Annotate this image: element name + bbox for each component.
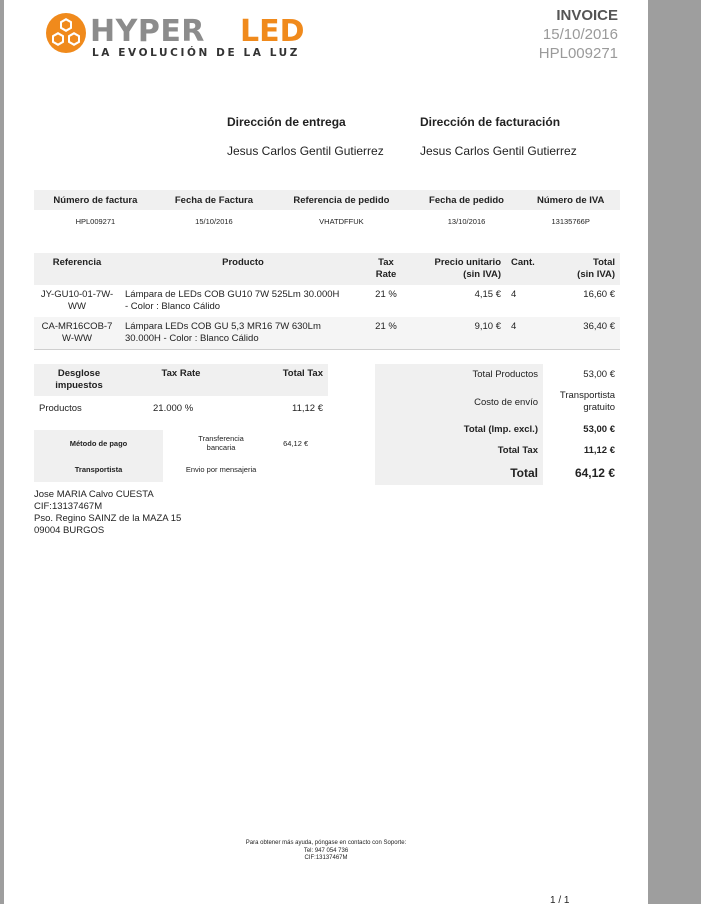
header-vat-number: Número de IVA: [521, 190, 620, 210]
item-total: 16,60 €: [583, 289, 615, 300]
invoice-date: 15/10/2016: [542, 26, 618, 43]
shipping-cost-value: Transportista gratuito: [559, 390, 615, 413]
item-unit-price: 9,10 €: [406, 317, 506, 350]
page-number: 1 / 1: [550, 895, 570, 904]
footer-phone: Tel: 947 054 736: [303, 847, 349, 854]
item-total: 36,40 €: [550, 317, 620, 350]
item-tax-rate: 21 %: [375, 289, 397, 300]
payment-method-value: Transferencia bancaria: [198, 434, 244, 452]
header-order-date: Fecha de pedido: [412, 190, 522, 210]
header-tax-rate-breakdown: Tax Rate: [124, 364, 238, 396]
header-product: Producto: [120, 253, 366, 285]
customer-name: Jose MARIA Calvo CUESTA: [34, 489, 154, 500]
customer-cif: CIF:13137467M: [34, 501, 103, 512]
item-product: Lámpara de LEDs COB GU10 7W 525Lm 30.000H - Color : Blanco Cálido: [125, 289, 340, 312]
tax-row-rate: 21.000 %: [153, 402, 194, 414]
tax-breakdown-table: [34, 364, 328, 420]
item-reference: CA-MR16COB-7 W-WW: [34, 317, 120, 350]
totals-table: [375, 364, 620, 485]
hyperled-logo: [44, 6, 334, 62]
carrier-value: Envio por mensajeria: [185, 464, 257, 474]
total-tax-label: Total Tax: [375, 440, 543, 461]
item-product: Lámpara LEDs COB GU 5,3 MR16 7W 630Lm 30.000H - Color : Blanco Cálido: [120, 317, 366, 350]
invoice-page: [4, 0, 648, 904]
header-invoice-number: Número de factura: [34, 190, 157, 210]
header-invoice-date: Fecha de Factura: [157, 190, 271, 210]
total-products-label: Total Productos: [375, 364, 543, 385]
invoice-title: INVOICE: [556, 7, 618, 24]
invoice-summary-table: [34, 190, 620, 232]
carrier-label: Transportista: [34, 456, 163, 482]
invoice-header: [539, 7, 618, 63]
footer-cif: CIF:13137467M: [304, 855, 348, 861]
item-quantity: 4: [506, 317, 550, 350]
brand-name-part1: HYPER: [90, 14, 205, 49]
table-row: [34, 317, 620, 350]
item-quantity: 4: [511, 289, 517, 300]
customer-address: [34, 489, 181, 537]
grand-total-value: 64,12 €: [574, 466, 615, 480]
total-products-value: 53,00 €: [583, 369, 615, 380]
table-row: [34, 396, 328, 420]
header-reference: Referencia: [34, 253, 120, 285]
header-tax-breakdown: Desglose impuestos: [34, 364, 124, 396]
value-invoice-number: HPL009271: [75, 216, 116, 226]
billing-address-name: Jesus Carlos Gentil Gutierrez: [420, 144, 577, 158]
total-excl-label: Total (Imp. excl.): [375, 419, 543, 440]
footer-support-text: Para obtener más ayuda, póngase en contacto con Soporte:: [245, 840, 407, 846]
billing-address-label: Dirección de facturación: [420, 115, 561, 129]
invoice-number: HPL009271: [538, 45, 618, 62]
tax-row-label: Productos: [39, 402, 82, 414]
tax-row-total: 11,12 €: [292, 402, 323, 414]
payment-method-label: Método de pago: [34, 430, 163, 456]
delivery-address-label: Dirección de entrega: [227, 115, 346, 129]
item-unit-price: 4,15 €: [474, 289, 501, 300]
customer-street: Pso. Regino SAINZ de la MAZA 15: [34, 513, 182, 524]
item-reference: JY-GU10-01-7W- WW: [40, 289, 114, 312]
header-unit-price: Precio unitario (sin IVA): [406, 253, 506, 285]
brand-tagline: LA EVOLUCIÓN DE LA LUZ: [92, 47, 301, 59]
total-tax-value: 11,12 €: [583, 445, 615, 456]
value-order-date: 13/10/2016: [447, 216, 486, 226]
header-total-tax: Total Tax: [238, 364, 328, 396]
shipping-cost-label: Costo de envío: [375, 385, 543, 419]
item-tax-rate: 21 %: [366, 317, 406, 350]
brand-name-part2: LED: [240, 14, 305, 49]
total-excl-value: 53,00 €: [583, 424, 615, 435]
value-order-reference: VHATDFFUK: [319, 216, 364, 226]
payment-table: [34, 430, 328, 482]
header-total: Total (sin IVA): [550, 253, 620, 285]
header-order-reference: Referencia de pedido: [271, 190, 412, 210]
payment-method-amount: 64,12 €: [283, 438, 309, 448]
delivery-address-name: Jesus Carlos Gentil Gutierrez: [227, 144, 384, 158]
footer: [4, 840, 648, 863]
items-table: [34, 253, 620, 350]
customer-city: 09004 BURGOS: [34, 525, 105, 536]
value-vat-number: 13135766P: [551, 216, 590, 226]
header-quantity: Cant.: [506, 253, 550, 285]
hexagon-logo-icon: [46, 13, 86, 53]
grand-total-label: Total: [375, 461, 543, 485]
header-tax-rate: Tax Rate: [366, 253, 406, 285]
value-invoice-date: 15/10/2016: [195, 216, 233, 226]
table-row: [34, 285, 620, 317]
